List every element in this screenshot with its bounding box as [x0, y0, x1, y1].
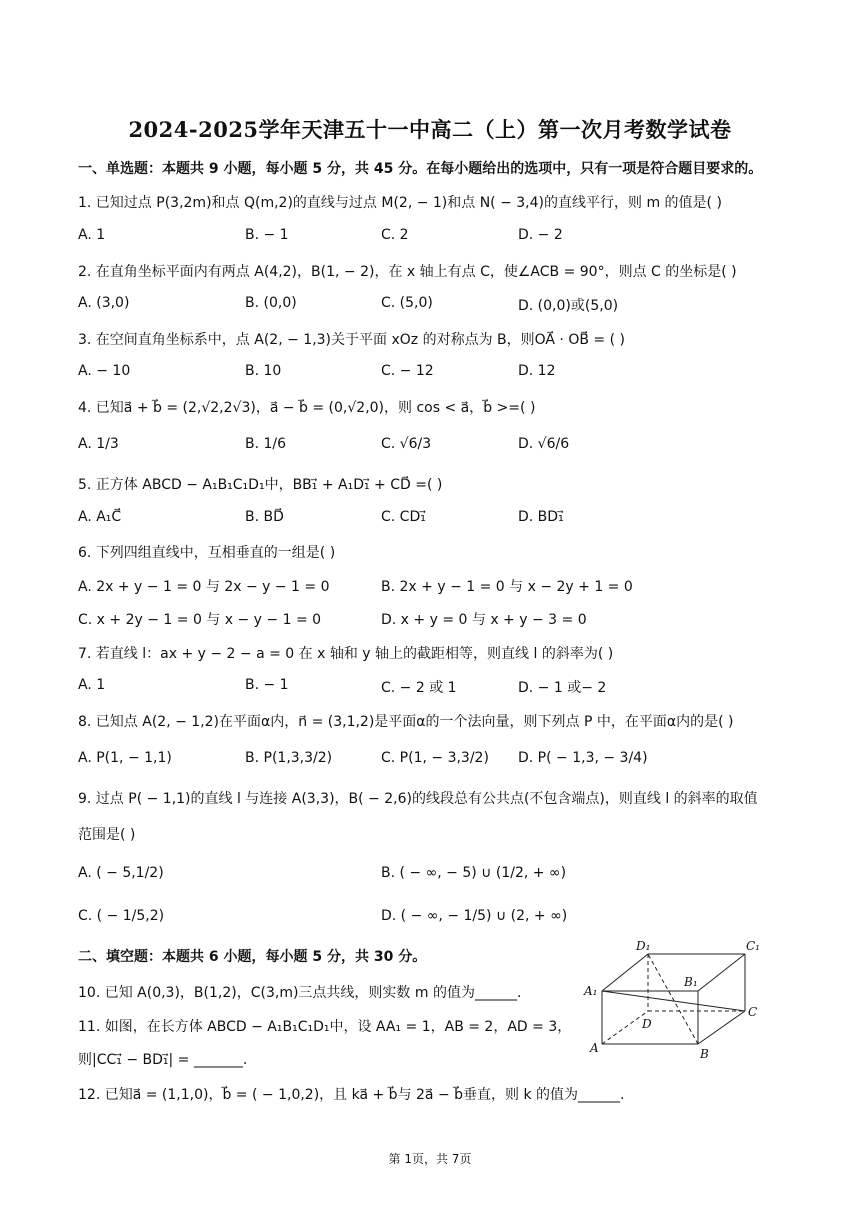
- question-3-option-c: C. − 12: [381, 363, 434, 379]
- page-footer: 第 1页，共 7页: [388, 1152, 472, 1166]
- question-2-option-c: C. (5,0): [381, 295, 433, 311]
- question-2-stem: 2. 在直角坐标平面内有两点 A(4,2)，B(1, − 2)，在 x 轴上有点 C，使∠ACB = 90°，则点 C 的坐标是( ): [78, 264, 737, 280]
- label-d1: D₁: [636, 939, 651, 953]
- question-5-option-d: D. BD₁⃗: [518, 509, 564, 525]
- question-9-option-b: B. ( − ∞, − 5) ∪ (1/2, + ∞): [381, 865, 567, 881]
- question-4-option-c: C. √6/3: [381, 436, 432, 452]
- question-1-option-b: B. − 1: [245, 227, 289, 243]
- question-8-option-a: A. P(1, − 1,1): [78, 750, 172, 766]
- question-1-option-a: A. 1: [78, 227, 106, 243]
- question-4-option-b: B. 1/6: [245, 436, 287, 452]
- question-9-stem: 9. 过点 P( − 1,1)的直线 l 与连接 A(3,3)，B( − 2,6)的线段总有公共点(不包含端点)，则直线 l 的斜率的取值: [78, 791, 758, 807]
- label-c: C: [748, 1005, 758, 1019]
- question-7-option-d: D. − 1 或− 2: [518, 680, 607, 696]
- question-1-option-c: C. 2: [381, 227, 409, 243]
- section-heading-single-choice: 一、单选题：本题共 9 小题，每小题 5 分，共 45 分。在每小题给出的选项中，只有一项是符合题目要求的。: [78, 161, 763, 177]
- section-heading-fill-blank: 二、填空题：本题共 6 小题，每小题 5 分，共 30 分。: [78, 949, 427, 965]
- label-a1: A₁: [584, 984, 598, 998]
- question-8-option-d: D. P( − 1,3, − 3/4): [518, 750, 648, 766]
- question-8-option-c: C. P(1, − 3,3/2): [381, 750, 489, 766]
- question-7-option-b: B. − 1: [245, 677, 289, 693]
- question-6-option-c: C. x + 2y − 1 = 0 与 x − y − 1 = 0: [78, 612, 322, 628]
- label-d: D: [642, 1017, 652, 1031]
- question-11-stem: 11. 如图，在长方体 ABCD − A₁B₁C₁D₁中，设 AA₁ = 1，AB = 2，AD = 3，: [78, 1019, 572, 1035]
- question-5-option-c: C. CD₁⃗: [381, 509, 426, 525]
- question-12-stem: 12. 已知a⃗ = (1,1,0)，b⃗ = ( − 1,0,2)，且 ka⃗ + b⃗与 2a⃗ − b⃗垂直，则 k 的值为______.: [78, 1087, 625, 1103]
- question-4-option-a: A. 1/3: [78, 436, 119, 452]
- question-7-option-a: A. 1: [78, 677, 106, 693]
- question-4-stem: 4. 已知a⃗ + b⃗ = (2,√2,2√3)，a⃗ − b⃗ = (0,√2,0)，则 cos < a⃗，b⃗ >=( ): [78, 400, 536, 416]
- question-6-option-b: B. 2x + y − 1 = 0 与 x − 2y + 1 = 0: [381, 579, 633, 595]
- question-5-option-b: B. BD⃗: [245, 509, 284, 525]
- question-1-option-d: D. − 2: [518, 227, 563, 243]
- question-5-option-a: A. A₁C⃗: [78, 509, 122, 525]
- question-3-option-d: D. 12: [518, 363, 556, 379]
- question-3-stem: 3. 在空间直角坐标系中，点 A(2, − 1,3)关于平面 xOz 的对称点为 B，则OA⃗ · OB⃗ = ( ): [78, 332, 625, 348]
- question-3-option-b: B. 10: [245, 363, 282, 379]
- question-8-stem: 8. 已知点 A(2, − 1,2)在平面α内，n⃗ = (3,1,2)是平面α的一个法向量，则下列点 P 中，在平面α内的是( ): [78, 714, 734, 730]
- question-7-option-c: C. − 2 或 1: [381, 680, 457, 696]
- page-title: 2024-2025学年天津五十一中高二（上）第一次月考数学试卷: [128, 117, 732, 142]
- question-9-stem-continued: 范围是( ): [78, 827, 136, 843]
- cuboid-figure: [580, 936, 770, 1066]
- question-1-stem: 1. 已知过点 P(3,2m)和点 Q(m,2)的直线与过点 M(2, − 1)和点 N( − 3,4)的直线平行，则 m 的值是( ): [78, 195, 722, 211]
- question-5-stem: 5. 正方体 ABCD − A₁B₁C₁D₁中，BB₁⃗ + A₁D₁⃗ + CD⃗ =( ): [78, 477, 443, 493]
- label-c1: C₁: [746, 939, 760, 953]
- question-2-option-d: D. (0,0)或(5,0): [518, 298, 619, 314]
- question-7-stem: 7. 若直线 l：ax + y − 2 − a = 0 在 x 轴和 y 轴上的截距相等，则直线 l 的斜率为( ): [78, 646, 614, 662]
- question-6-option-a: A. 2x + y − 1 = 0 与 2x − y − 1 = 0: [78, 579, 330, 595]
- question-2-option-b: B. (0,0): [245, 295, 297, 311]
- question-6-stem: 6. 下列四组直线中，互相垂直的一组是( ): [78, 545, 336, 561]
- question-9-option-a: A. ( − 5,1/2): [78, 865, 164, 881]
- question-9-option-c: C. ( − 1/5,2): [78, 908, 165, 924]
- question-10-stem: 10. 已知 A(0,3)，B(1,2)，C(3,m)三点共线，则实数 m 的值为______.: [78, 985, 522, 1001]
- question-8-option-b: B. P(1,3,3/2): [245, 750, 333, 766]
- question-3-option-a: A. − 10: [78, 363, 131, 379]
- question-6-option-d: D. x + y = 0 与 x + y − 3 = 0: [381, 612, 587, 628]
- label-b1: B₁: [684, 975, 698, 989]
- label-b: B: [700, 1047, 709, 1061]
- label-a: A: [590, 1041, 599, 1055]
- question-2-option-a: A. (3,0): [78, 295, 130, 311]
- question-4-option-d: D. √6/6: [518, 436, 570, 452]
- question-9-option-d: D. ( − ∞, − 1/5) ∪ (2, + ∞): [381, 908, 568, 924]
- question-11-stem-continued: 则|CC₁⃗ − BD₁⃗| = _______.: [78, 1052, 248, 1068]
